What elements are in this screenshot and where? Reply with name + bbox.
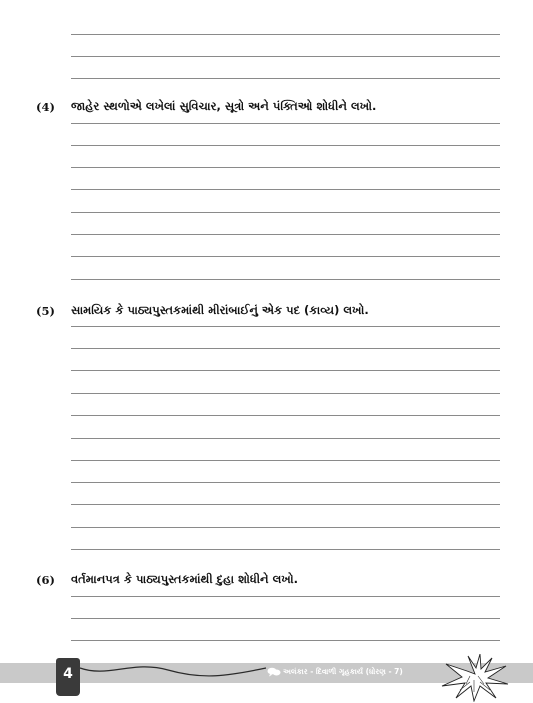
answer-line <box>71 326 500 327</box>
answer-line <box>71 189 500 190</box>
answer-line <box>71 482 500 483</box>
answer-line <box>71 145 500 146</box>
question-text: સામયિક કે પાઠ્યપુસ્તકમાંથી મીરાંબાઈનું એક પદ (કાવ્ય) લખો. <box>71 303 369 317</box>
firecracker-fuse-icon <box>78 660 268 680</box>
answer-line <box>71 256 500 257</box>
answer-line <box>71 123 500 124</box>
answer-line <box>71 78 500 79</box>
answer-line <box>71 348 500 349</box>
answer-line <box>71 504 500 505</box>
answer-line <box>71 212 500 213</box>
answer-line <box>71 438 500 439</box>
footer-caption: અલંકાર - દિવાળી ગૃહકાર્ય (ધોરણ - 7) <box>283 667 403 676</box>
page-number: 4 <box>56 658 80 696</box>
question-number: (4) <box>36 100 55 114</box>
answer-line <box>71 279 500 280</box>
answer-line <box>71 527 500 528</box>
answer-line <box>71 56 500 57</box>
chat-bubble-icon <box>267 667 281 677</box>
answer-line <box>71 415 500 416</box>
question-number: (6) <box>36 573 55 587</box>
question-number: (5) <box>36 304 55 318</box>
question-text: વર્તમાનપત્ર કે પાઠ્યપુસ્તકમાંથી દુહા શોધીને લખો. <box>71 572 298 586</box>
answer-line <box>71 640 500 641</box>
answer-line <box>71 596 500 597</box>
answer-line <box>71 34 500 35</box>
answer-line <box>71 234 500 235</box>
answer-line <box>71 618 500 619</box>
answer-line <box>71 549 500 550</box>
answer-line <box>71 460 500 461</box>
firework-burst-icon <box>440 654 510 702</box>
answer-line <box>71 167 500 168</box>
question-text: જાહેર સ્થળોએ લખેલાં સુવિચાર, સૂત્રો અને પંક્તિઓ શોધીને લખો. <box>71 99 377 113</box>
answer-line <box>71 370 500 371</box>
answer-line <box>71 393 500 394</box>
